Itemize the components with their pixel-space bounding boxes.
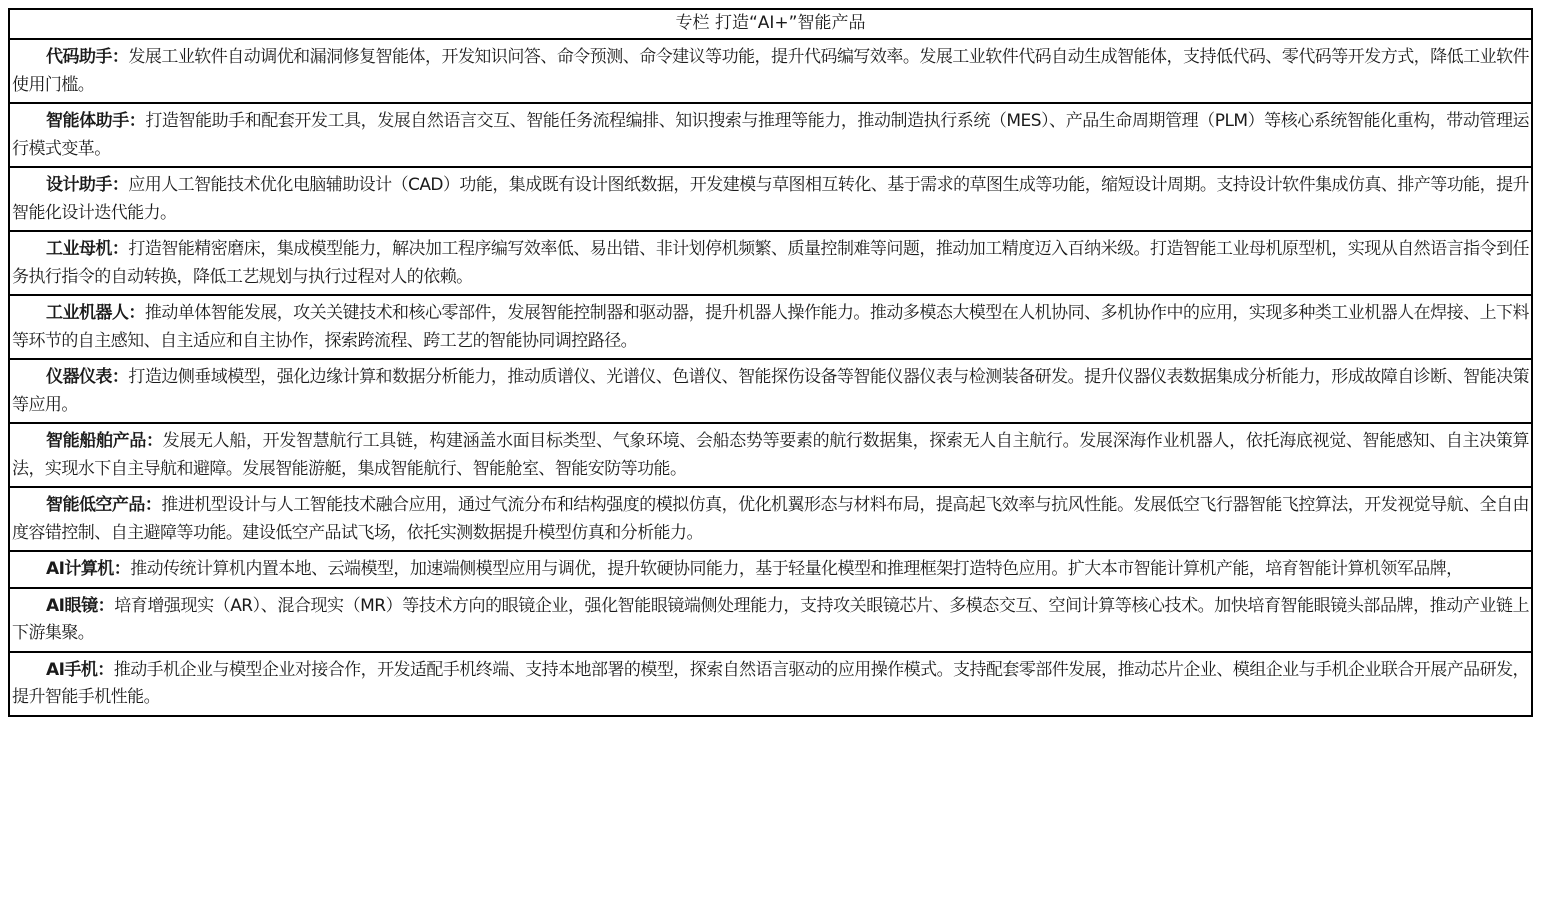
item-heading: AI眼镜： xyxy=(46,595,115,616)
item-body: 推动手机企业与模型企业对接合作，开发适配手机终端、支持本地部署的模型，探索自然语言驱动的应用操作模式。支持配套零部件发展，推动芯片企业、模组企业与手机企业联合开展产品研发，提升智能手机性能。 xyxy=(12,659,1529,707)
item-machine-tool xyxy=(10,232,1531,296)
item-heading: 智能体助手： xyxy=(46,111,146,131)
item-design-assistant xyxy=(10,168,1531,232)
item-body: 推动单体智能发展，攻关关键技术和核心零部件，发展智能控制器和驱动器，提升机器人操作能力。推动多模态大模型在人机协同、多机协作中的应用，实现多种类工业机器人在焊接、上下料等环节的自主感知、自主适应和自主协作，探索跨流程、跨工艺的智能协同调控路径。 xyxy=(12,303,1529,351)
item-body: 培育增强现实（AR）、混合现实（MR）等技术方向的眼镜企业，强化智能眼镜端侧处理能力，支持攻关眼镜芯片、多模态交互、空间计算等核心技术。加快培育智能眼镜头部品牌，推动产业链上下游集聚。 xyxy=(12,595,1529,643)
item-body: 打造边侧垂域模型，强化边缘计算和数据分析能力，推动质谱仪、光谱仪、色谱仪、智能探伤设备等智能仪器仪表与检测装备研发。提升仪器仪表数据集成分析能力，形成故障自诊断、智能决策等应用。 xyxy=(12,367,1529,415)
item-heading: 设计助手： xyxy=(46,175,129,195)
item-heading: 工业机器人： xyxy=(46,303,145,323)
item-heading: AI手机： xyxy=(46,659,114,680)
item-heading: 智能船舶产品： xyxy=(46,431,163,451)
item-heading: 工业母机： xyxy=(46,239,129,259)
item-agent-assistant xyxy=(10,104,1531,168)
item-heading: 仪器仪表： xyxy=(46,367,129,387)
column-box xyxy=(8,8,1533,717)
item-low-altitude xyxy=(10,488,1531,552)
item-body: 发展工业软件自动调优和漏洞修复智能体，开发知识问答、命令预测、命令建议等功能，提升代码编写效率。发展工业软件代码自动生成智能体，支持低代码、零代码等开发方式，降低工业软件使用门槛。 xyxy=(12,47,1529,95)
item-code-assistant xyxy=(10,40,1531,104)
item-body: 推进机型设计与人工智能技术融合应用，通过气流分布和结构强度的模拟仿真，优化机翼形态与材料布局，提高起飞效率与抗风性能。发展低空飞行器智能飞控算法，开发视觉导航、全自由度容错控制、自主避障等功能。建设低空产品试飞场，依托实测数据提升模型仿真和分析能力。 xyxy=(12,495,1529,543)
item-heading: 智能低空产品： xyxy=(46,495,162,515)
item-heading: AI计算机： xyxy=(46,559,131,579)
item-body: 推动传统计算机内置本地、云端模型，加速端侧模型应用与调优，提升软硬协同能力，基于轻量化模型和推理框架打造特色应用。扩大本市智能计算机产能，培育智能计算机领军品牌， xyxy=(130,559,1463,579)
item-industrial-robot xyxy=(10,296,1531,360)
item-ai-computer xyxy=(10,552,1531,589)
item-body: 打造智能助手和配套开发工具，发展自然语言交互、智能任务流程编排、知识搜索与推理等能力，推动制造执行系统（MES）、产品生命周期管理（PLM）等核心系统智能化重构，带动管理运行模式变革。 xyxy=(12,111,1529,159)
item-ai-phone xyxy=(10,653,1531,715)
item-body: 打造智能精密磨床，集成模型能力，解决加工程序编写效率低、易出错、非计划停机频繁、质量控制难等问题，推动加工精度迈入百纳米级。打造智能工业母机原型机，实现从自然语言指令到任务执行指令的自动转换，降低工艺规划与执行过程对人的依赖。 xyxy=(12,239,1529,287)
item-instruments xyxy=(10,360,1531,424)
item-ai-glasses xyxy=(10,589,1531,653)
column-title: 专栏 打造“AI+”智能产品 xyxy=(10,10,1531,40)
item-heading: 代码助手： xyxy=(46,47,129,67)
item-body: 应用人工智能技术优化电脑辅助设计（CAD）功能，集成既有设计图纸数据，开发建模与草图相互转化、基于需求的草图生成等功能，缩短设计周期。支持设计软件集成仿真、排产等功能，提升智能化设计迭代能力。 xyxy=(12,175,1529,223)
item-body: 发展无人船，开发智慧航行工具链，构建涵盖水面目标类型、气象环境、会船态势等要素的航行数据集，探索无人自主航行。发展深海作业机器人，依托海底视觉、智能感知、自主决策算法，实现水下自主导航和避障。发展智能游艇，集成智能航行、智能舱室、智能安防等功能。 xyxy=(12,431,1529,479)
item-smart-ship xyxy=(10,424,1531,488)
